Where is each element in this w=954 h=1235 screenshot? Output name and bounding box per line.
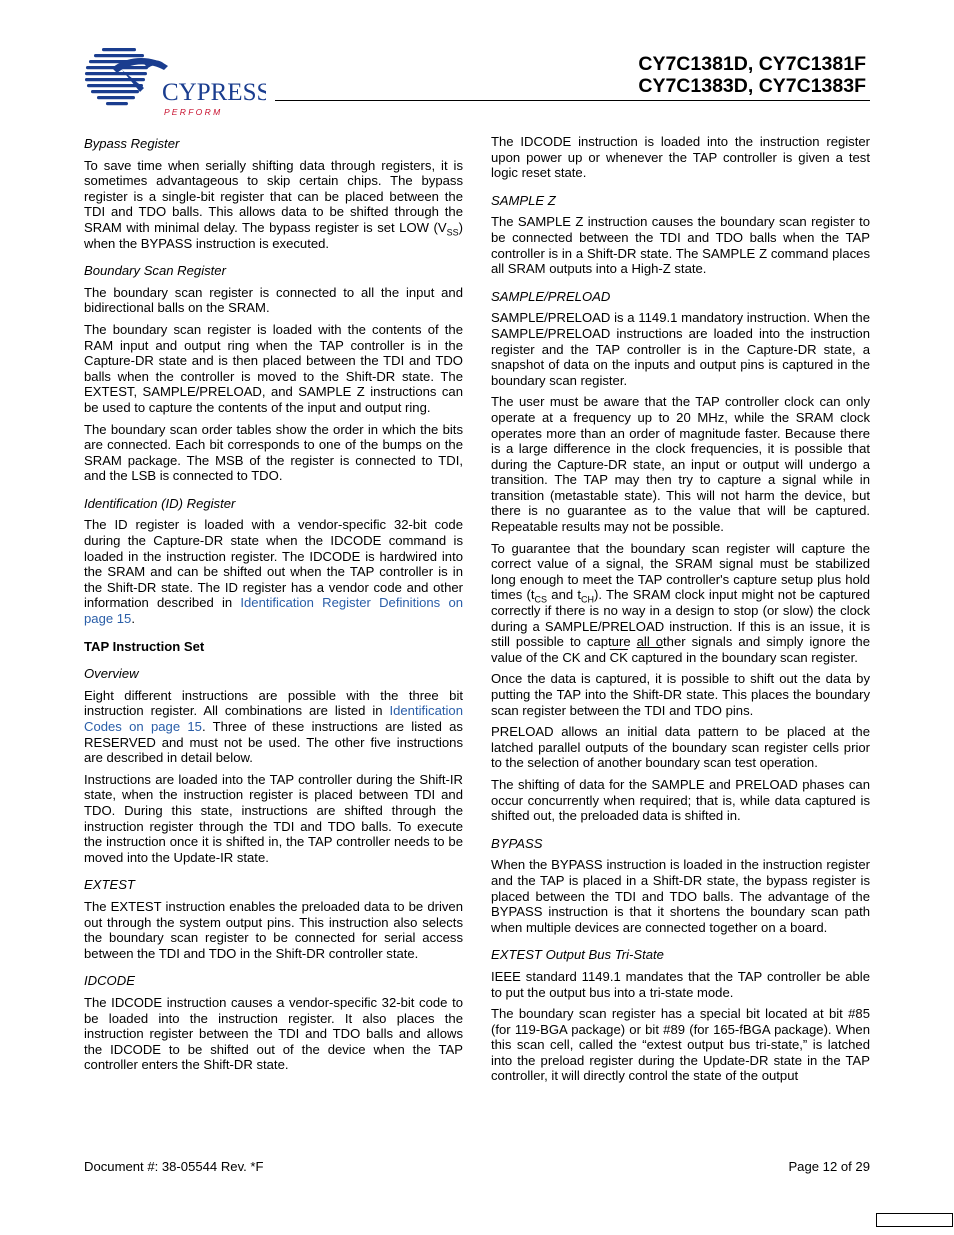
sample-preload-paragraph-6: The shifting of data for the SAMPLE and PRELOAD phases can occur concurrently when required; that is, while data captured is shifted out, the preloaded data is shifted in. — [491, 776, 870, 824]
document-number: Document #: 38-05544 Rev. *F — [84, 1159, 264, 1174]
sample-preload-paragraph-2: The user must be aware that the TAP controller clock can only operate at a frequency up to 20 MHz, while the SRAM clock operates more than an order of magnitude faster. Because there is a large difference in the clock frequencies, it is possible that during the Capture-DR state, an input or output will undergo a transition. The TAP may then try to capture a signal while in transition (metastable state). This will not harm the device, but there is no guarantee as to the value that will be captured. Repeatable results may not be possible. — [491, 394, 870, 535]
sample-preload-paragraph-3: To guarantee that the boundary scan register will capture the correct value of a signal, the SRAM signal must be stabilized long enough to meet the TAP controller's capture setup plus hold times ($t_{CS}$ and $t_{CH}$). The SRAM clock input might not be captured correctly if there is no way in a design to stop (or slow) the clock during a SAMPLE/PRELOAD instruction. If this is an issue, it is still possible to capture all other signals and simply ignore the value of the CK and $\overline{CK}$ captured in the boundary scan register. — [491, 540, 870, 665]
sample-z-heading: SAMPLE Z — [491, 192, 556, 208]
id-register-paragraph: The ID register is loaded with a vendor-specific 32-bit code during the Capture-DR state when the IDCODE command is loaded in the instruction register. The IDCODE is hardwired into the SRAM and can be shifted out when the TAP controller is in the Shift-DR state. The ID register has a vendor code and other information described in Identification Register Definitions on page 15. — [84, 517, 464, 627]
sample-z-paragraph: The SAMPLE Z instruction causes the boundary scan register to be connected between the TDI and TDO balls when the TAP controller is in a Shift-DR state. The SAMPLE Z command places all SRAM outputs into a High-Z state. — [491, 214, 870, 277]
bypass-heading: BYPASS — [491, 835, 543, 851]
page-number: Page 12 of 29 — [788, 1159, 870, 1174]
right-column — [491, 134, 870, 1090]
sample-preload-paragraph-4: Once the data is captured, it is possible to shift out the data by putting the TAP into the Shift-DR state. This places the boundary scan register between the TDI and TDO pins. — [491, 671, 870, 718]
document-title — [638, 53, 866, 97]
sample-preload-heading: SAMPLE/PRELOAD — [491, 288, 611, 304]
id-register-definitions-link[interactable]: Identification Register Definitions on page 15 — [84, 595, 464, 627]
overview-paragraph-1: Eight different instructions are possible with the three bit instruction register. All combinations are listed in Identification Codes on page 15. Three of these instructions are listed as RESERVED and must not be used. The other five instructions are described in detail below. — [84, 687, 463, 766]
overview-paragraph-2: Instructions are loaded into the TAP controller during the Shift-IR state, when the instruction register is placed between TDI and TDO. During this state, instructions are shifted through the instruction register through the TDI and TDO balls. To execute the instruction once it is shifted in, the TAP controller needs to be moved into the Update-IR state. — [84, 771, 463, 865]
id-register-heading: Identification (ID) Register — [84, 495, 236, 511]
feedback-box[interactable] — [876, 1213, 953, 1227]
logo-tagline: P E R F O R M — [164, 107, 221, 117]
cypress-logo — [84, 44, 266, 120]
identification-codes-link[interactable]: Identification Codes on page 15 — [84, 703, 463, 734]
extest-tristate-paragraph-2: The boundary scan register has a special bit located at bit #85 (for 119-BGA package) or bit #89 (for 165-fBGA package). When this scan cell, called the “extest output bus tri-state,” is latched into the preload register during the Update-DR state in the TAP controller, it will directly control the state of the output — [491, 1006, 870, 1084]
bypass-register-paragraph: To save time when serially shifting data through registers, it is sometimes advantageous to skip certain chips. The bypass register is a single-bit register that can be placed between the TDI and TDO balls. This allows data to be shifted through the SRAM with minimal delay. The bypass register is set LOW $(V_{SS})$ when the BYPASS instruction is executed. — [84, 157, 463, 251]
boundary-scan-paragraph-2: The boundary scan register is loaded with the contents of the RAM input and output ring when the TAP controller is in the Capture-DR state and is then placed between the TDI and TDO balls when the controller is moved to the Shift-DR state. The EXTEST, SAMPLE/PRELOAD, and SAMPLE Z instructions can be used to capture the contents of the input and output ring. — [84, 321, 463, 415]
title-line-2: CY7C1383D, CY7C1383F — [638, 75, 866, 97]
bypass-paragraph: When the BYPASS instruction is loaded in the instruction register and the TAP is placed in a Shift-DR state, the bypass register is placed between the TDI and TDO balls. The advantage of the BYPASS instruction is that it shortens the boundary scan path when multiple devices are connected together on a board. — [491, 857, 870, 935]
idcode-paragraph-2: The IDCODE instruction is loaded into the instruction register upon power up or whenever the TAP controller is given a test logic reset state. — [491, 134, 870, 181]
tap-instruction-set-heading: TAP Instruction Set — [84, 638, 205, 654]
boundary-scan-heading: Boundary Scan Register — [84, 263, 226, 279]
extest-heading: EXTEST — [84, 877, 135, 893]
left-column — [84, 134, 463, 1079]
sample-preload-paragraph-5: PRELOAD allows an initial data pattern to be placed at the latched parallel outputs of the boundary scan register cells prior to the selection of another boundary scan test operation. — [491, 724, 870, 771]
sample-preload-paragraph-1: SAMPLE/PRELOAD is a 1149.1 mandatory instruction. When the SAMPLE/PRELOAD instructions are loaded into the instruction register and the TAP controller is in the Capture-DR state, a snapshot of data on the inputs and output pins is captured in the boundary scan register. — [491, 310, 870, 388]
header-divider — [275, 100, 870, 101]
overview-heading: Overview — [84, 666, 139, 682]
logo-wordmark: CYPRESS — [162, 79, 266, 106]
bypass-register-heading: Bypass Register — [84, 136, 180, 151]
extest-paragraph: The EXTEST instruction enables the preloaded data to be driven out through the system output pins. This instruction also selects the boundary scan register to be connected for serial access between the TDI and TDO in the Shift-DR controller state. — [84, 898, 463, 961]
idcode-paragraph-1: The IDCODE instruction causes a vendor-specific 32-bit code to be loaded into the instruction register. It also places the instruction register between the TDI and TDO balls and allows the IDCODE to be shifted out of the device when the TAP controller enters the Shift-DR state. — [84, 994, 463, 1073]
boundary-scan-paragraph-1: The boundary scan register is connected to all the input and bidirectional balls on the SRAM. — [84, 284, 463, 316]
boundary-scan-paragraph-3: The boundary scan order tables show the order in which the bits are connected. Each bit corresponds to one of the bumps on the SRAM package. The MSB of the register is connected to TDI, and the LSB is connected to TDO. — [84, 421, 463, 484]
title-line-1: CY7C1381D, CY7C1381F — [638, 53, 866, 75]
idcode-heading: IDCODE — [84, 973, 135, 989]
extest-tristate-paragraph-1: IEEE standard 1149.1 mandates that the TAP controller be able to put the output bus into a tri-state mode. — [491, 968, 870, 1000]
extest-tristate-heading: EXTEST Output Bus Tri-State — [491, 947, 664, 963]
